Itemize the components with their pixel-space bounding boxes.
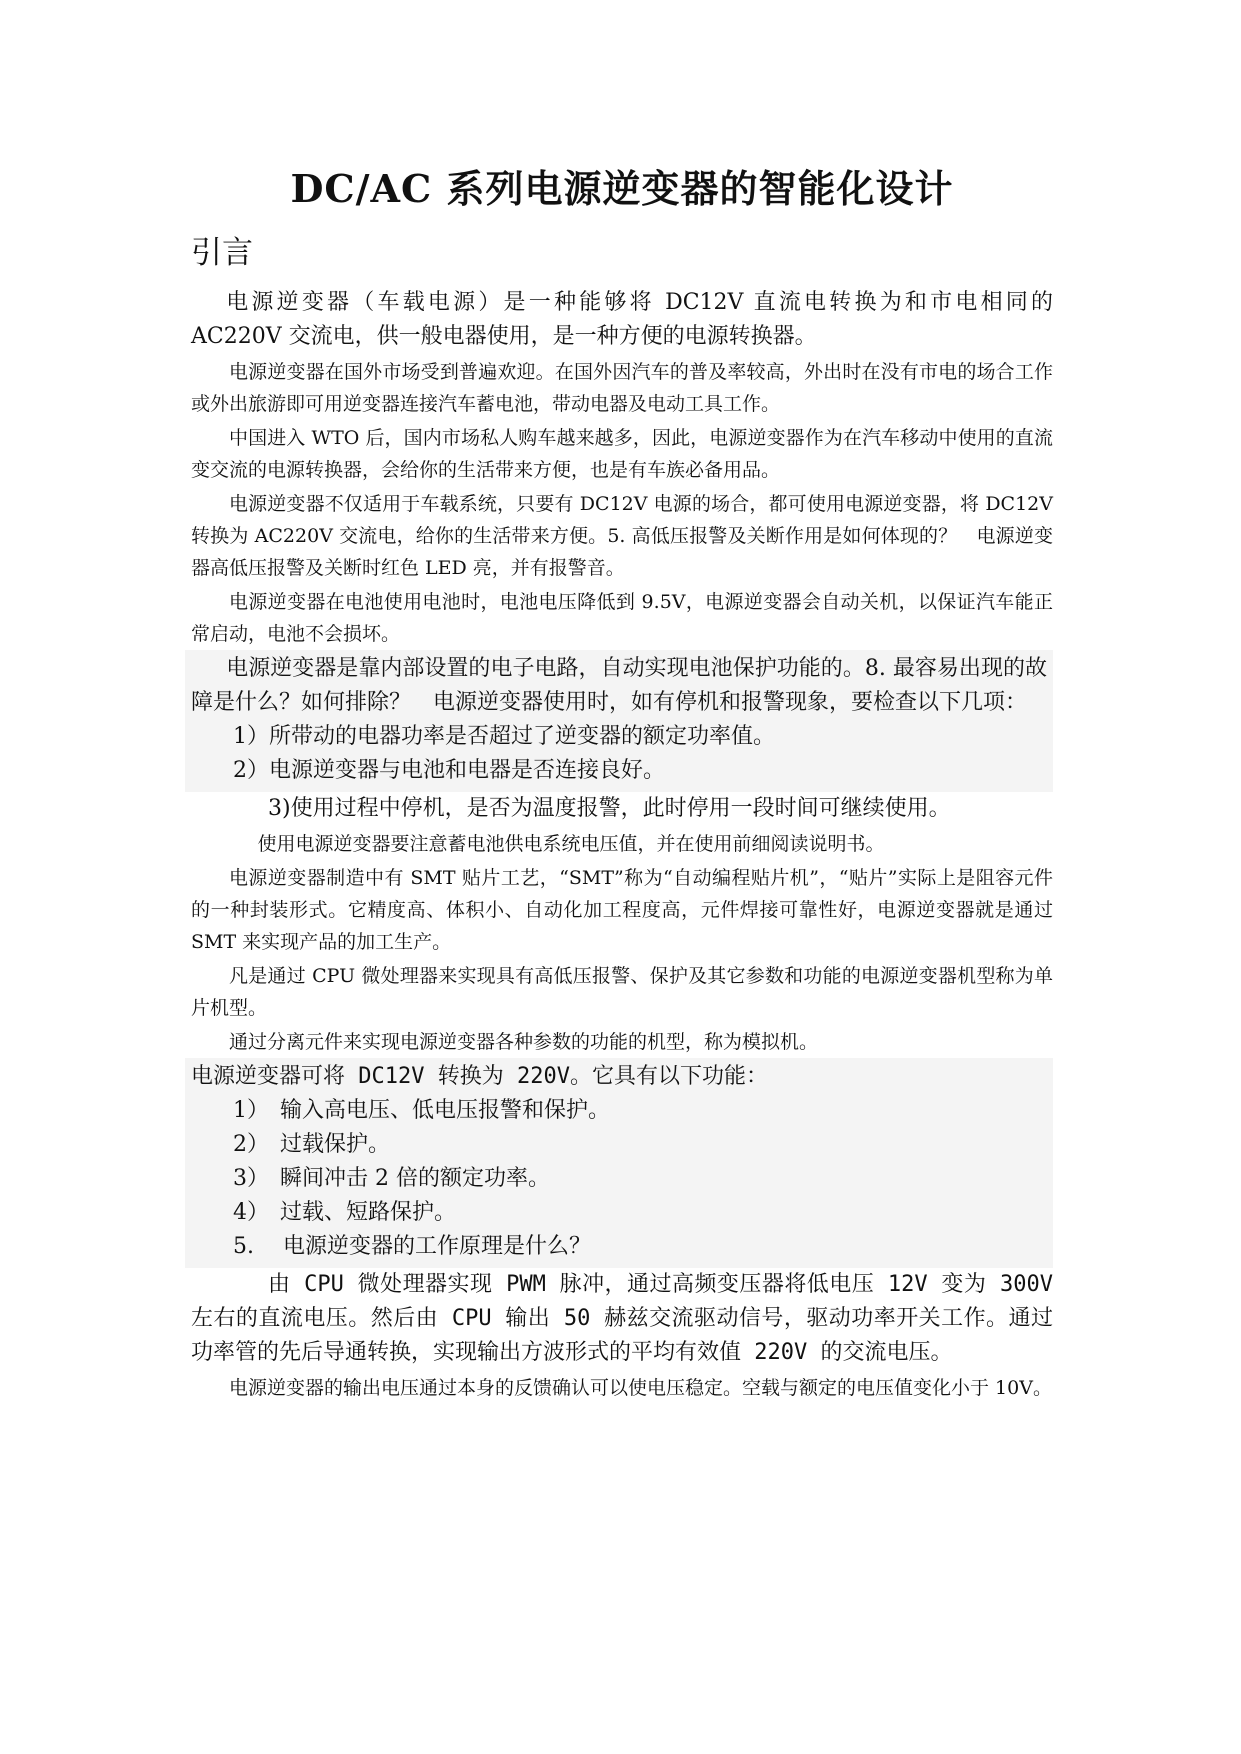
paragraph-intro: 电源逆变器（车载电源）是一种能够将 DC12V 直流电转换为和市电相同的 AC220V 交流电，供一般电器使用，是一种方便的电源转换器。	[191, 290, 1053, 349]
list-item: 1） 输入高电压、低电压报警和保护。	[233, 1098, 610, 1123]
paragraph-working-principle: 由 CPU 微处理器实现 PWM 脉冲，通过高频变压器将低电压 12V 变为 300V 左右的直流电压。然后由 CPU 输出 50 赫兹交流驱动信号，驱动功率开关工作。通过功率管的先后导通转换，实现输出方波形式的平均有效值 220V 的交流电压。	[191, 1272, 1053, 1365]
list-item: 5. 电源逆变器的工作原理是什么？	[233, 1234, 591, 1259]
list-item: 3） 瞬间冲击 2 倍的额定功率。	[233, 1166, 550, 1191]
highlight-block-functions	[185, 1058, 1053, 1268]
paragraph-fault-check: 电源逆变器是靠内部设置的电子电路，自动实现电池保护功能的。8. 最容易出现的故障是什么？如何排除？ 电源逆变器使用时，如有停机和报警现象，要检查以下几项：	[191, 656, 1047, 715]
paragraph-usage-note: 使用电源逆变器要注意蓄电池供电系统电压值，并在使用前细阅读说明书。	[257, 833, 885, 855]
list-item: 4） 过载、短路保护。	[233, 1200, 456, 1225]
paragraph-cpu-model: 凡是通过 CPU 微处理器来实现具有高低压报警、保护及其它参数和功能的电源逆变器机型称为单片机型。	[191, 965, 1053, 1019]
paragraph-functions-intro: 电源逆变器可将 DC12V 转换为 220V。它具有以下功能：	[191, 1064, 768, 1089]
list-item: 2） 过载保护。	[233, 1132, 390, 1157]
document-body	[191, 158, 1053, 1404]
paragraph-overseas-market: 电源逆变器在国外市场受到普遍欢迎。在国外因汽车的普及率较高，外出时在没有市电的场合工作或外出旅游即可用逆变器连接汽车蓄电池，带动电器及电动工具工作。	[191, 361, 1053, 415]
paragraph-voltage-stability: 电源逆变器的输出电压通过本身的反馈确认可以使电压稳定。空载与额定的电压值变化小于 10V。	[229, 1377, 1052, 1399]
paragraph-smt: 电源逆变器制造中有 SMT 贴片工艺，“SMT”称为“自动编程贴片机”，“贴片”实际上是阻容元件的一种封装形式。它精度高、体积小、自动化加工程度高，元件焊接可靠性好，电源逆变器就是通过 SMT 来实现产品的加工生产。	[191, 867, 1053, 953]
list-item: 1）所带动的电器功率是否超过了逆变器的额定功率值。	[233, 724, 775, 749]
paragraph-china-wto: 中国进入 WTO 后，国内市场私人购车越来越多，因此，电源逆变器作为在汽车移动中使用的直流变交流的电源转换器，会给你的生活带来方便，也是有车族必备用品。	[191, 427, 1053, 481]
paragraph-analog-model: 通过分离元件来实现电源逆变器各种参数的功能的机型，称为模拟机。	[229, 1031, 819, 1053]
paragraph-applications: 电源逆变器不仅适用于车载系统，只要有 DC12V 电源的场合，都可使用电源逆变器，将 DC12V 转换为 AC220V 交流电，给你的生活带来方便。5. 高低压报警及关断作用是如何体现的？ 电源逆变器高低压报警及关断时红色 LED 亮，并有报警音。	[191, 493, 1053, 579]
highlight-block-faults	[185, 650, 1053, 792]
section-heading: 引言	[191, 235, 253, 271]
page-title: DC/AC 系列电源逆变器的智能化设计	[290, 166, 954, 211]
paragraph-temperature-alarm: 3)使用过程中停机，是否为温度报警，此时停用一段时间可继续使用。	[268, 796, 951, 821]
paragraph-battery-shutdown: 电源逆变器在电池使用电池时，电池电压降低到 9.5V，电源逆变器会自动关机，以保证汽车能正常启动，电池不会损坏。	[191, 591, 1053, 645]
list-item: 2）电源逆变器与电池和电器是否连接良好。	[233, 758, 665, 783]
